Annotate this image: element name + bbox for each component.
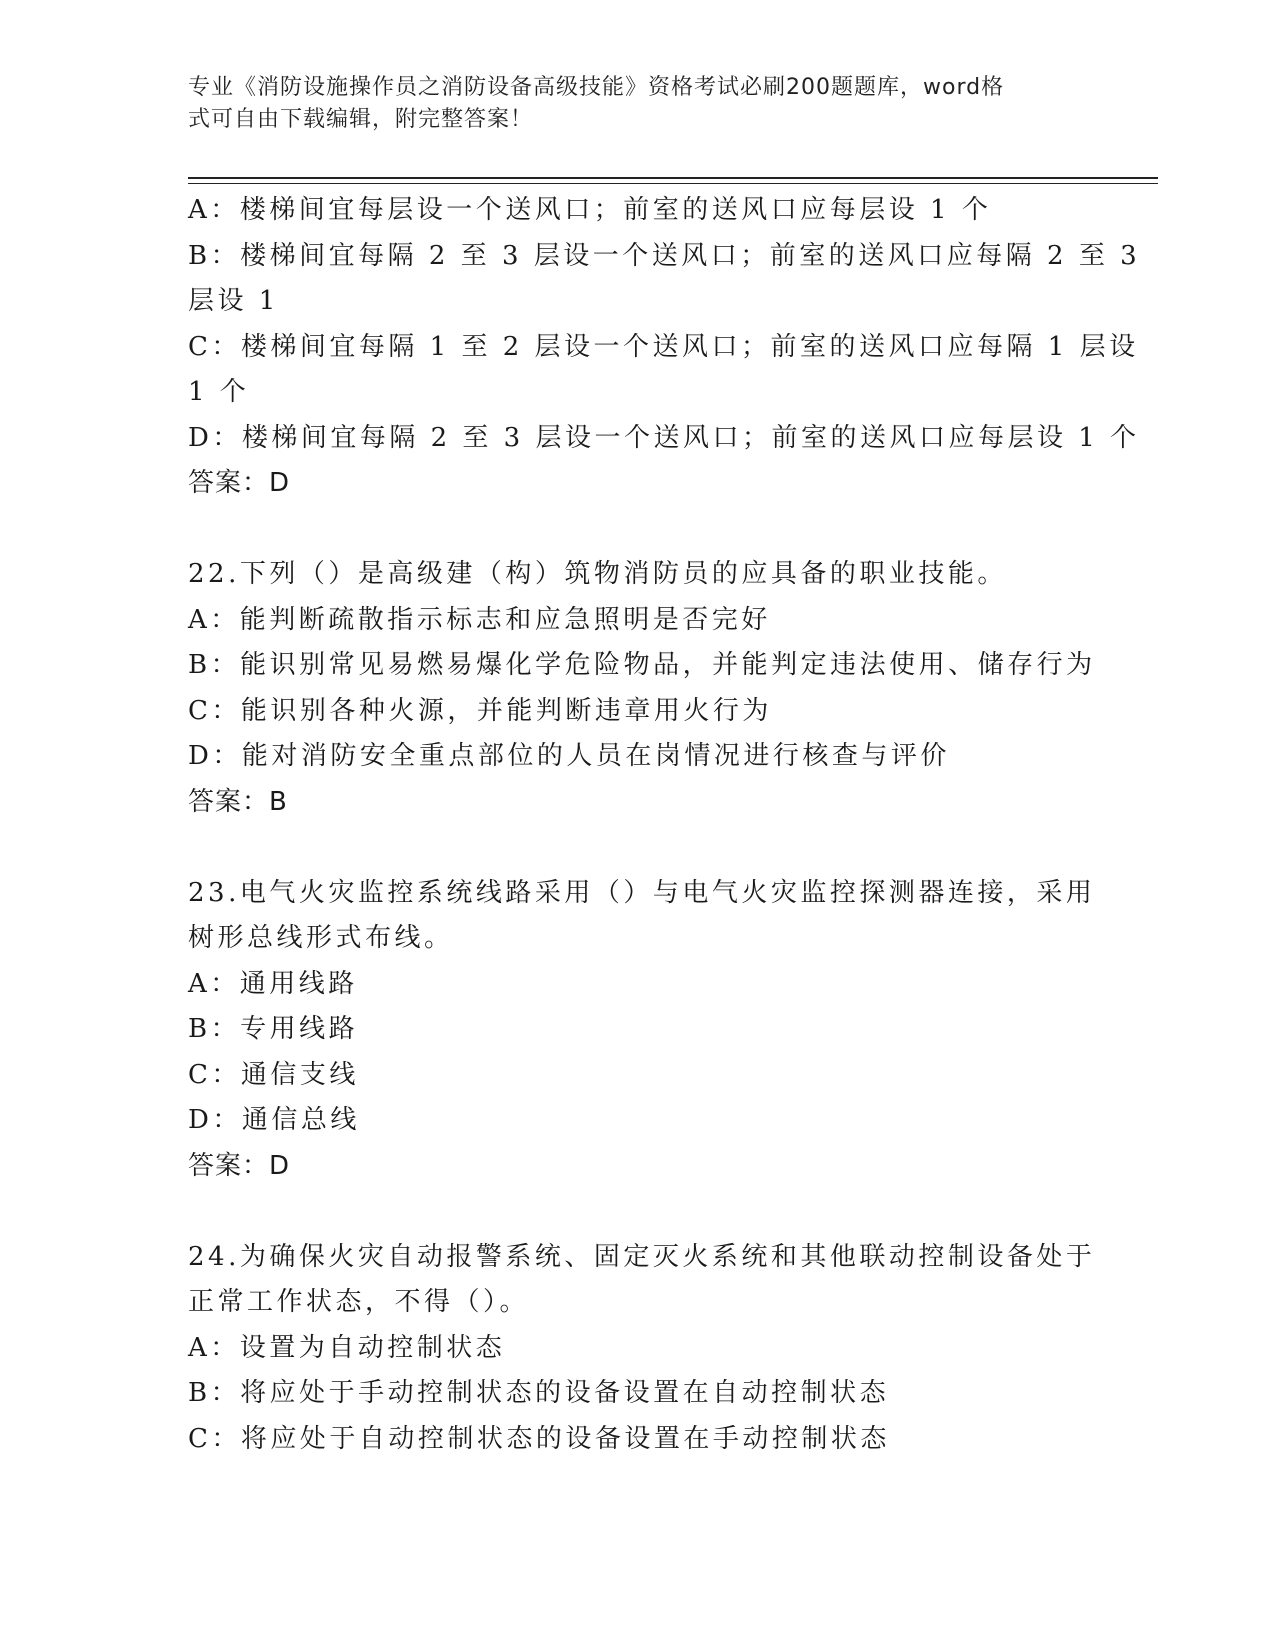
page-header xyxy=(188,72,1068,136)
option-a: A：设置为自动控制状态 xyxy=(188,1332,506,1363)
spacer xyxy=(188,825,1068,871)
question-stem: 22.下列（）是高级建（构）筑物消防员的应具备的职业技能。 xyxy=(188,559,1007,589)
header-rule-thick xyxy=(188,177,1158,179)
option-d: D：能对消防安全重点部位的人员在岗情况进行核查与评价 xyxy=(188,741,950,771)
answer: 答案：B xyxy=(188,786,288,817)
question-stem-continued: 树形总线形式布线。 xyxy=(188,923,454,953)
question-21 xyxy=(188,188,1141,507)
question-24 xyxy=(188,1235,1096,1463)
option-d: D：通信总线 xyxy=(188,1105,360,1135)
option-c: C：楼梯间宜每隔 1 至 2 层设一个送风口；前室的送风口应每隔 1 层设 xyxy=(188,331,1139,362)
option-b: B：楼梯间宜每隔 2 至 3 层设一个送风口；前室的送风口应每隔 2 至 3 xyxy=(188,240,1141,271)
header-line-2: 式可自由下载编辑，附完整答案！ xyxy=(188,107,534,132)
option-a: A：通用线路 xyxy=(188,968,358,999)
option-a: A：楼梯间宜每层设一个送风口；前室的送风口应每层设 1 个 xyxy=(188,195,992,225)
option-b: B：将应处于手动控制状态的设备设置在自动控制状态 xyxy=(188,1378,890,1408)
header-rule-thin xyxy=(188,183,1158,184)
question-23 xyxy=(188,871,1096,1190)
question-stem: 24.为确保火灾自动报警系统、固定灭火系统和其他联动控制设备处于 xyxy=(188,1241,1096,1272)
option-b: B：专用线路 xyxy=(188,1014,359,1044)
question-22 xyxy=(188,552,1096,825)
option-a: A：能判断疏散指示标志和应急照明是否完好 xyxy=(188,604,771,635)
option-c: C：将应处于自动控制状态的设备设置在手动控制状态 xyxy=(188,1423,890,1454)
option-c: C：通信支线 xyxy=(188,1059,359,1090)
option-d: D：楼梯间宜每隔 2 至 3 层设一个送风口；前室的送风口应每层设 1 个 xyxy=(188,422,1140,453)
question-stem: 23.电气火灾监控系统线路采用（）与电气火灾监控探测器连接，采用 xyxy=(188,877,1096,908)
spacer xyxy=(188,1189,1068,1235)
header-line-1: 专业《消防设施操作员之消防设备高级技能》资格考试必刷200题题库，word格 xyxy=(188,75,1005,100)
option-c: C：能识别各种火源，并能判断违章用火行为 xyxy=(188,695,772,726)
answer: 答案：D xyxy=(188,468,291,498)
question-content xyxy=(188,188,1141,1462)
option-b-continued: 层设 1 xyxy=(188,286,279,316)
answer: 答案：D xyxy=(188,1150,291,1181)
option-b: B：能识别常见易燃易爆化学危险物品，并能判定违法使用、储存行为 xyxy=(188,650,1096,680)
question-stem-continued: 正常工作状态，不得（）。 xyxy=(188,1287,530,1317)
option-c-continued: 1 个 xyxy=(188,377,250,407)
spacer xyxy=(188,507,1068,553)
